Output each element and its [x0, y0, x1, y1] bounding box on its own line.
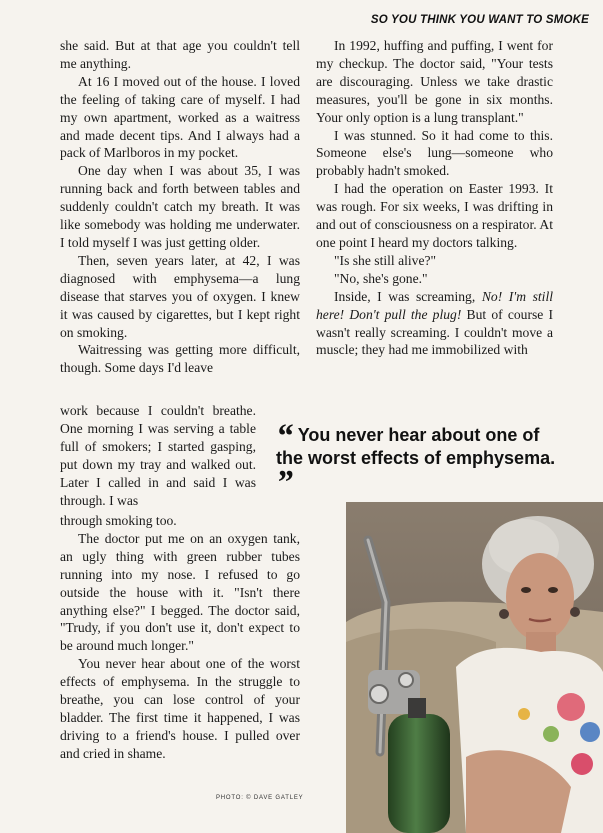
- paragraph: [316, 288, 553, 360]
- running-header: SO YOU THINK YOU WANT TO SMOKE: [370, 14, 589, 26]
- paragraph: In 1992, huffing and puffing, I went for my checkup. The doctor said, "Your tests are discouraging. Unless we take drastic measures, you'll be gone in six months. Your only option is a lung transplant.": [316, 38, 553, 125]
- paragraph: she said. But at that age you couldn't tell me anything.: [60, 38, 300, 71]
- left-column: [60, 37, 300, 377]
- paragraph: I had the operation on Easter 1993. It was rough. For six weeks, I was drifting in and out of consciousness on a respirator. At one point I heard my doctors talking.: [316, 181, 553, 250]
- paragraph-end: But of course I wasn't really screaming. I couldn't move a muscle; they had me immobilized with: [316, 306, 553, 358]
- portrait-photo: [346, 502, 603, 833]
- pull-quote-text: You never hear about one of the worst effects of emphysema.: [276, 425, 556, 468]
- paragraph: Then, seven years later, at 42, I was diagnosed with emphysema—a lung disease that starves you of oxygen. I knew it was caused by cigarettes, but I kept right on smoking.: [60, 252, 300, 340]
- close-quote-mark: ”: [276, 464, 293, 501]
- photo-credit: PHOTO: © DAVE GATLEY: [216, 795, 304, 801]
- pull-quote: [276, 418, 566, 501]
- paragraph: Waitressing was getting more difficult, though. Some days I'd leave: [60, 342, 300, 376]
- paragraph: "No, she's gone.": [334, 270, 428, 286]
- paragraph: One day when I was about 35, I was running back and forth between tables and suddenly couldn't catch my breath. It was like somebody was holding me underwater. I told myself I was just getting older.: [60, 163, 300, 250]
- paragraph-start: Inside, I was screaming,: [334, 288, 476, 304]
- wrapped-text-beside-quote: work because I couldn't breathe. One morning I was serving a table full of smokers; I started gasping, put down my tray and walked out. Later I called in and said I was through. I was: [60, 403, 256, 508]
- woman-with-oxygen-tank-illustration: [346, 502, 603, 833]
- paragraph: through smoking too.: [60, 513, 177, 528]
- italic-quote: No! I'm still here! Don't pull the plug!: [316, 288, 553, 322]
- left-column-lower: [60, 512, 300, 763]
- paragraph: "Is she still alive?": [334, 252, 437, 268]
- paragraph: The doctor put me on an oxygen tank, an ugly thing with green rubber tubes running into my nose. I refused to go outside the house with it. "Isn't there anything else?" I begged. The doctor said, "Trudy, if you don't use it, don't expect to be around much longer.": [60, 530, 300, 654]
- paragraph: You never hear about one of the worst effects of emphysema. In the struggle to breathe, you can lose control of your bladder. The first time it happened, I was driving to a friend's house. I pulled over and cried in shame.: [60, 656, 300, 761]
- right-column: [316, 37, 553, 359]
- paragraph: At 16 I moved out of the house. I loved the feeling of taking care of myself. I had my own apartment, worked as a waitress and made decent tips. And I always had a pack of Marlboros in my pocket.: [60, 73, 300, 161]
- open-quote-mark: “: [276, 418, 293, 455]
- paragraph: I was stunned. So it had come to this. Someone else's lung—someone who probably hadn't smoked.: [316, 127, 553, 179]
